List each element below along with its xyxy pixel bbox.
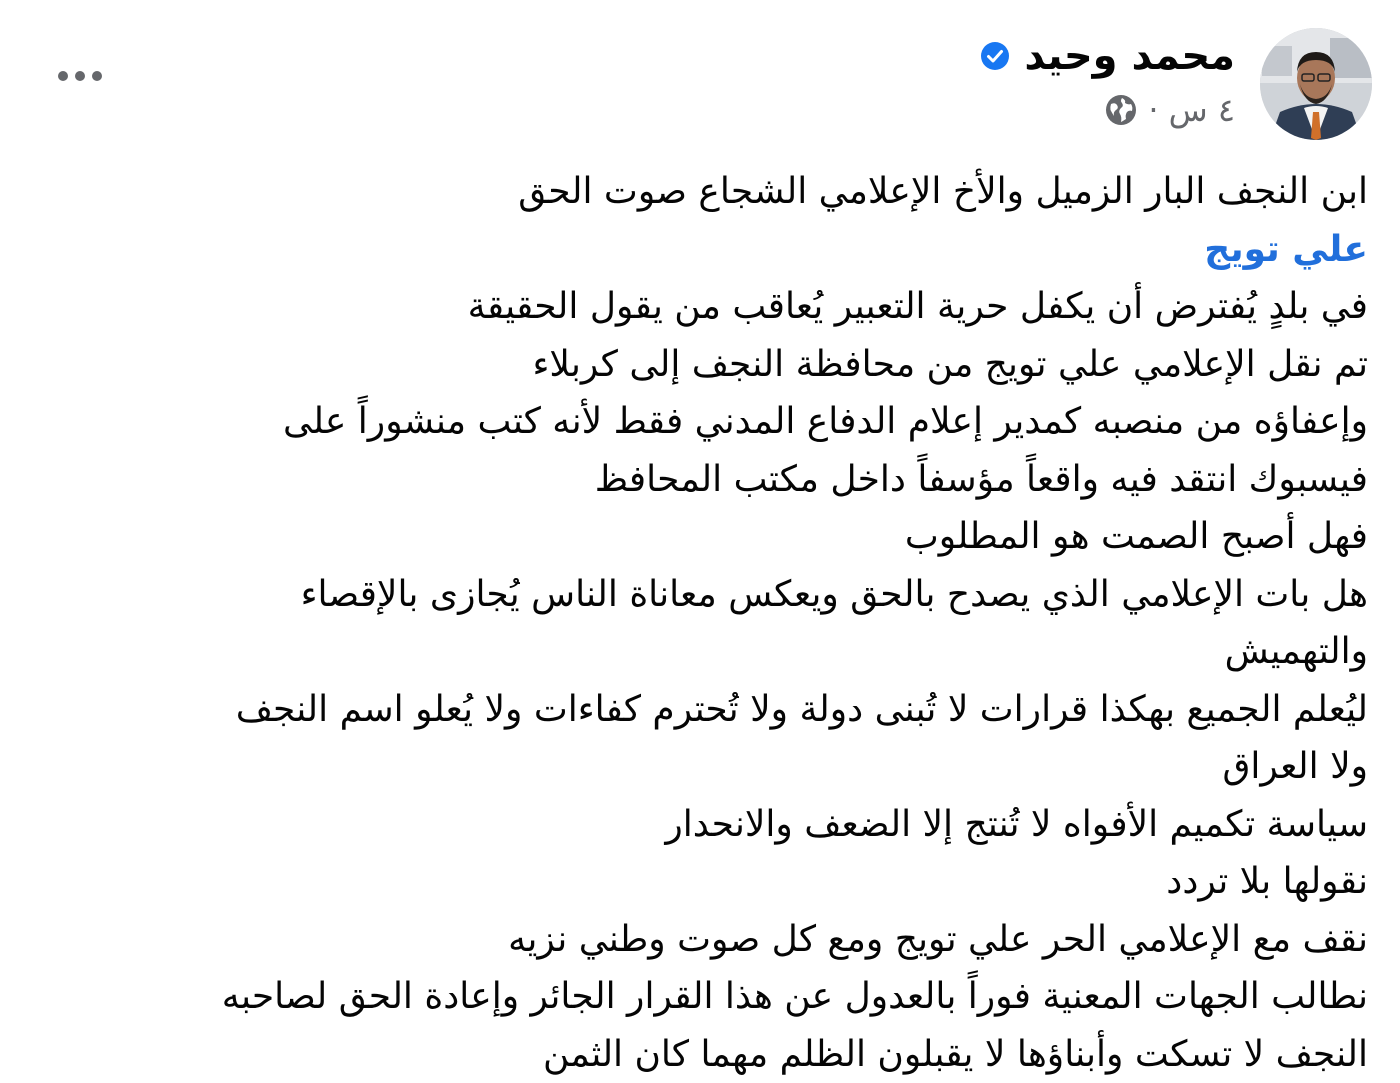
post-line: فيسبوك انتقد فيه واقعاً مؤسفاً داخل مكتب المحافظ <box>594 458 1368 500</box>
author-avatar[interactable] <box>1260 28 1372 140</box>
avatar-photo <box>1260 28 1372 140</box>
more-dot <box>58 71 68 81</box>
author-name[interactable]: محمد وحيد <box>1024 33 1235 79</box>
post-line: سياسة تكميم الأفواه لا تُنتج إلا الضعف والانحدار <box>665 803 1368 845</box>
post-header <box>0 0 1400 150</box>
post-line: نطالب الجهات المعنية فوراً بالعدول عن هذا القرار الجائر وإعادة الحق لصاحبه <box>221 976 1368 1017</box>
meta-separator: · <box>1148 91 1159 129</box>
post-line: تم نقل الإعلامي علي تويج من محافظة النجف إلى كربلاء <box>532 343 1368 385</box>
post-line: هل بات الإعلامي الذي يصدح بالحق ويعكس معاناة الناس يُجازى بالإقصاء <box>300 573 1368 615</box>
more-dot <box>75 71 85 81</box>
post-line: وإعفاؤه من منصبه كمدير إعلام الدفاع المدني فقط لأنه كتب منشوراً على <box>282 401 1368 442</box>
post-line: ابن النجف البار الزميل والأخ الإعلامي الشجاع صوت الحق <box>518 171 1368 212</box>
more-dot <box>92 71 102 81</box>
globe-icon[interactable] <box>1104 93 1138 127</box>
post-line: والتهميش <box>1224 631 1368 672</box>
post-line: نقف مع الإعلامي الحر علي تويج ومع كل صوت وطني نزيه <box>508 918 1368 960</box>
post-text <box>68 163 1368 1083</box>
author-row <box>980 30 1235 82</box>
post-line: في بلدٍ يُفترض أن يكفل حرية التعبير يُعاقب من يقول الحقيقة <box>467 286 1368 327</box>
more-options-icon[interactable] <box>48 54 112 98</box>
post-line: فهل أصبح الصمت هو المطلوب <box>904 516 1368 557</box>
post-timestamp[interactable]: ٤ س <box>1168 91 1235 129</box>
post-line: النجف لا تسكت وأبناؤها لا يقبلون الظلم مهما كان الثمن <box>542 1033 1368 1075</box>
post-line: ليُعلم الجميع بهكذا قرارات لا تُبنى دولة ولا تُحترم كفاءات ولا يُعلو اسم النجف <box>235 688 1368 730</box>
post-meta <box>980 88 1235 132</box>
mention-link[interactable]: علي تويج <box>1204 228 1368 270</box>
author-block <box>980 30 1235 132</box>
post-line: ولا العراق <box>1222 746 1368 787</box>
post-line: نقولها بلا تردد <box>1166 861 1368 902</box>
verified-badge-icon <box>980 41 1010 71</box>
